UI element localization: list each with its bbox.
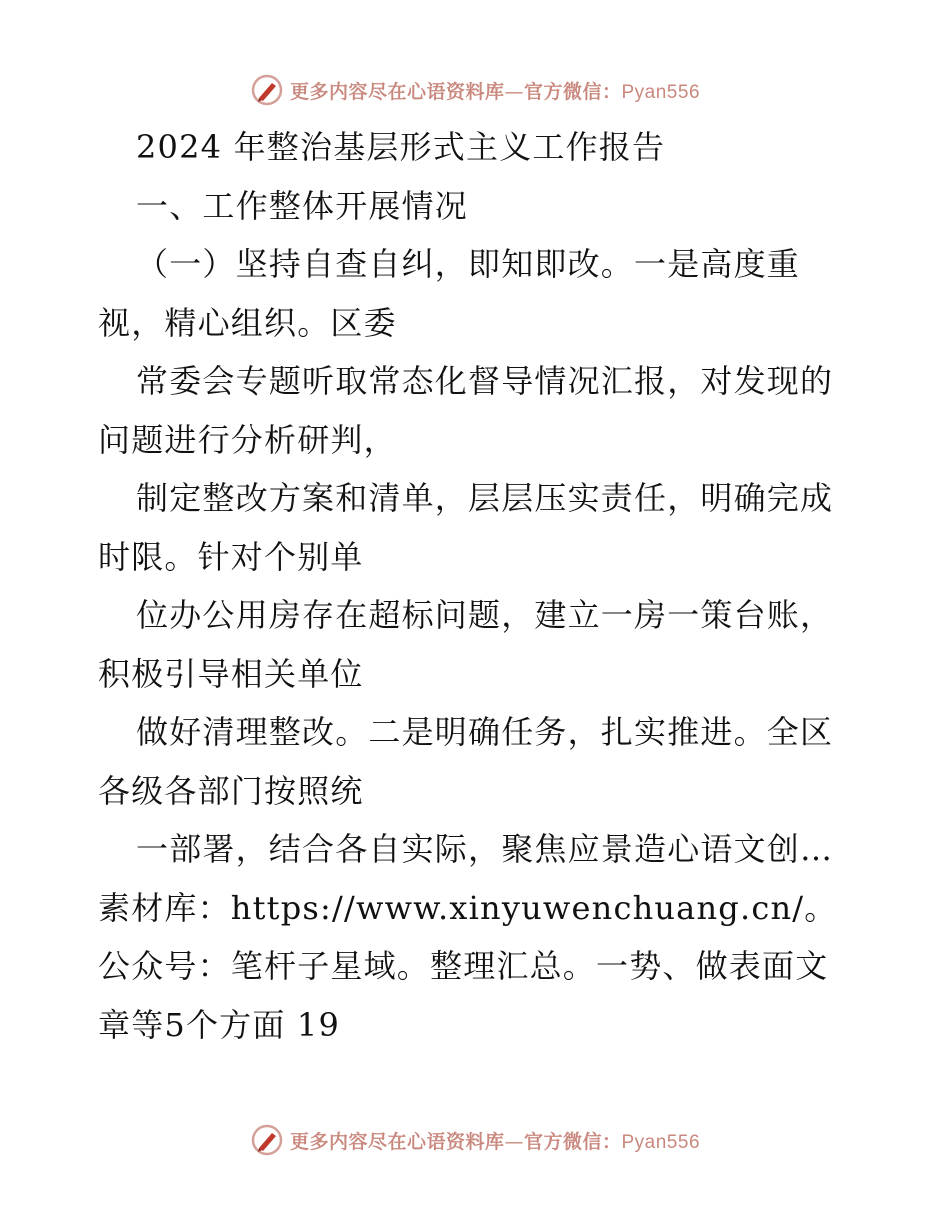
paragraph: 做好清理整改。二是明确任务，扎实推进。全区各级各部门按照统 bbox=[98, 713, 834, 810]
document-body bbox=[98, 118, 858, 1054]
footer-banner-text: 更多内容尽在心语资料库—官方微信：Pyan556 bbox=[289, 1130, 701, 1153]
paragraph: 一部署，结合各自实际，聚焦应景造心语文创…素材库：https://www.xinyuwenchuang.cn/。公众号：笔杆子星域。整理汇总。一势、做表面文章等5个方面 19 bbox=[98, 830, 838, 1044]
paragraph: （一）坚持自查自纠，即知即改。一是高度重视，精心组织。区委 bbox=[98, 245, 801, 342]
pen-logo-icon bbox=[250, 1123, 284, 1157]
header-banner bbox=[0, 70, 950, 110]
section-heading: 一、工作整体开展情况 bbox=[136, 186, 469, 225]
header-banner-text: 更多内容尽在心语资料库—官方微信：Pyan556 bbox=[289, 80, 701, 103]
pen-logo-icon bbox=[250, 73, 284, 107]
footer-banner bbox=[0, 1120, 950, 1160]
paragraph: 制定整改方案和清单，层层压实责任，明确完成时限。针对个别单 bbox=[98, 479, 834, 576]
paragraph: 常委会专题听取常态化督导情况汇报，对发现的问题进行分析研判， bbox=[98, 362, 834, 459]
document-title: 2024 年整治基层形式主义工作报告 bbox=[136, 128, 666, 166]
paragraph: 位办公用房存在超标问题，建立一房一策台账，积极引导相关单位 bbox=[98, 596, 834, 693]
